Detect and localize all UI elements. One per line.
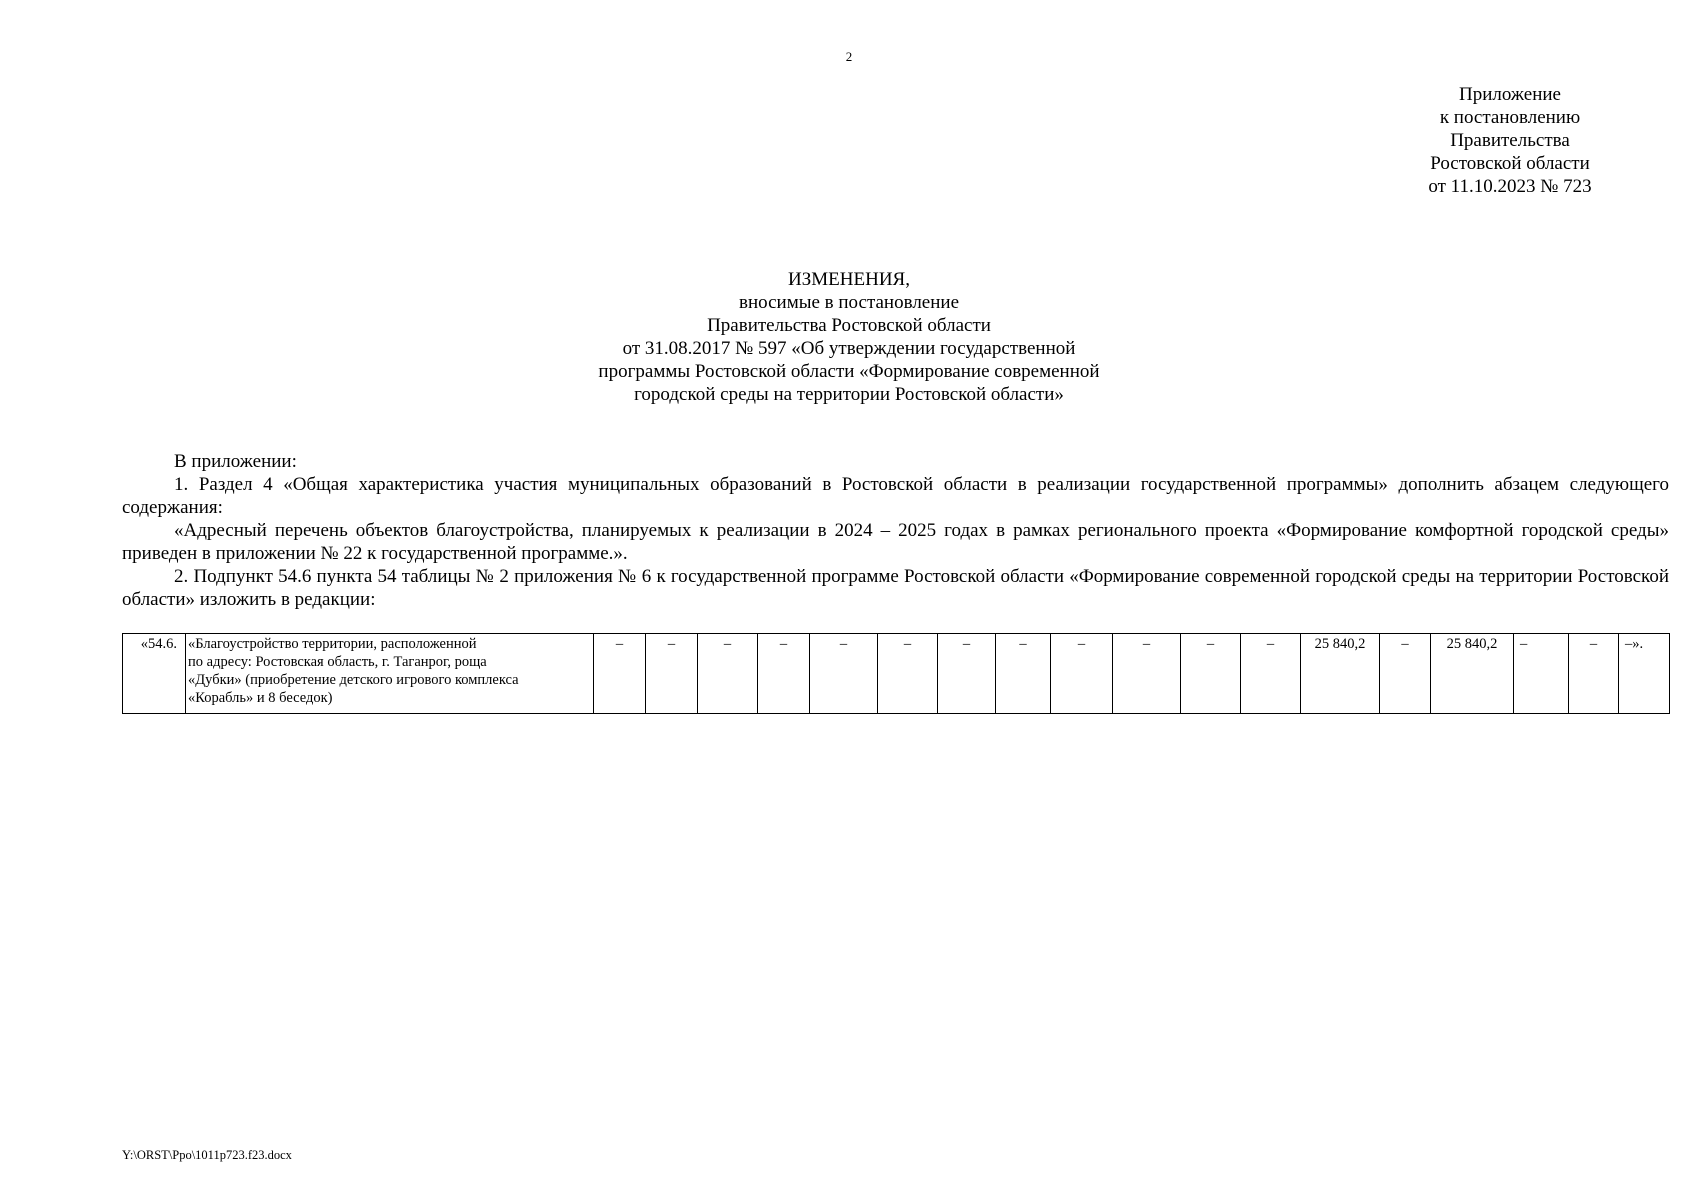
- description-line: «Благоустройство территории, расположенной: [188, 636, 477, 652]
- value-cell: –: [878, 634, 938, 714]
- page-number: 2: [845, 49, 853, 64]
- heading-line: городской среды на территории Ростовской области»: [634, 384, 1064, 405]
- heading-line: программы Ростовской области «Формирование современной: [598, 361, 1100, 382]
- heading-line: Правительства Ростовской области: [707, 315, 991, 336]
- value-cell: 25 840,2: [1301, 634, 1380, 714]
- heading-line: вносимые в постановление: [738, 292, 960, 313]
- value-cell: –: [646, 634, 698, 714]
- approval-line: Правительства: [1450, 130, 1570, 151]
- value-cell: –: [1051, 634, 1113, 714]
- heading-line: от 31.08.2017 № 597 «Об утверждении государственной: [622, 338, 1076, 359]
- value-cell: –: [996, 634, 1051, 714]
- approval-line: от 11.10.2023 № 723: [1428, 176, 1592, 197]
- value-cell: –: [1514, 634, 1569, 714]
- value-cell: –: [594, 634, 646, 714]
- body-paragraph: 1. Раздел 4 «Общая характеристика участия муниципальных образований в Ростовской области в реализации государственной программы» дополнить абзацем следующего содержания:: [122, 474, 1669, 518]
- description-line: «Дубки» (приобретение детского игрового комплекса: [188, 672, 519, 688]
- approval-line: Ростовской области: [1430, 153, 1590, 174]
- value-cell: –: [758, 634, 810, 714]
- value-cell: 25 840,2: [1431, 634, 1514, 714]
- table-row: [123, 634, 1670, 714]
- file-path-footer: Y:\ORST\Ppo\1011p723.f23.docx: [122, 1148, 292, 1162]
- row-description-cell: [186, 634, 594, 714]
- description-line: «Корабль» и 8 беседок): [188, 690, 333, 706]
- approval-line: к постановлению: [1439, 107, 1581, 128]
- value-cell: –: [1181, 634, 1241, 714]
- description-line: по адресу: Ростовская область, г. Таганрог, роща: [188, 654, 487, 670]
- body-paragraph: В приложении:: [174, 451, 297, 472]
- value-cell: –: [938, 634, 996, 714]
- document-body: [122, 450, 1669, 611]
- body-paragraph: «Адресный перечень объектов благоустройства, планируемых к реализации в 2024 – 2025 годах в рамках регионального проекта «Формирование комфортной городской среды» приведен в приложении № 22 к государственной программе.».: [122, 520, 1669, 564]
- value-cell: –: [698, 634, 758, 714]
- document-heading: [0, 268, 1698, 406]
- value-cell: –: [1241, 634, 1301, 714]
- changes-table: [122, 633, 1670, 714]
- approval-line: Приложение: [1459, 84, 1561, 105]
- heading-title: ИЗМЕНЕНИЯ,: [788, 269, 910, 290]
- value-cell: –».: [1619, 634, 1670, 714]
- body-paragraph: 2. Подпункт 54.6 пункта 54 таблицы № 2 приложения № 6 к государственной программе Ростовской области «Формирование современной городской среды на территории Ростовской области» изложить в редакции:: [122, 566, 1669, 610]
- approval-block: [1410, 83, 1610, 198]
- value-cell: –: [1569, 634, 1619, 714]
- row-number-cell: «54.6.: [123, 634, 186, 714]
- value-cell: –: [1380, 634, 1431, 714]
- value-cell: –: [810, 634, 878, 714]
- value-cell: –: [1113, 634, 1181, 714]
